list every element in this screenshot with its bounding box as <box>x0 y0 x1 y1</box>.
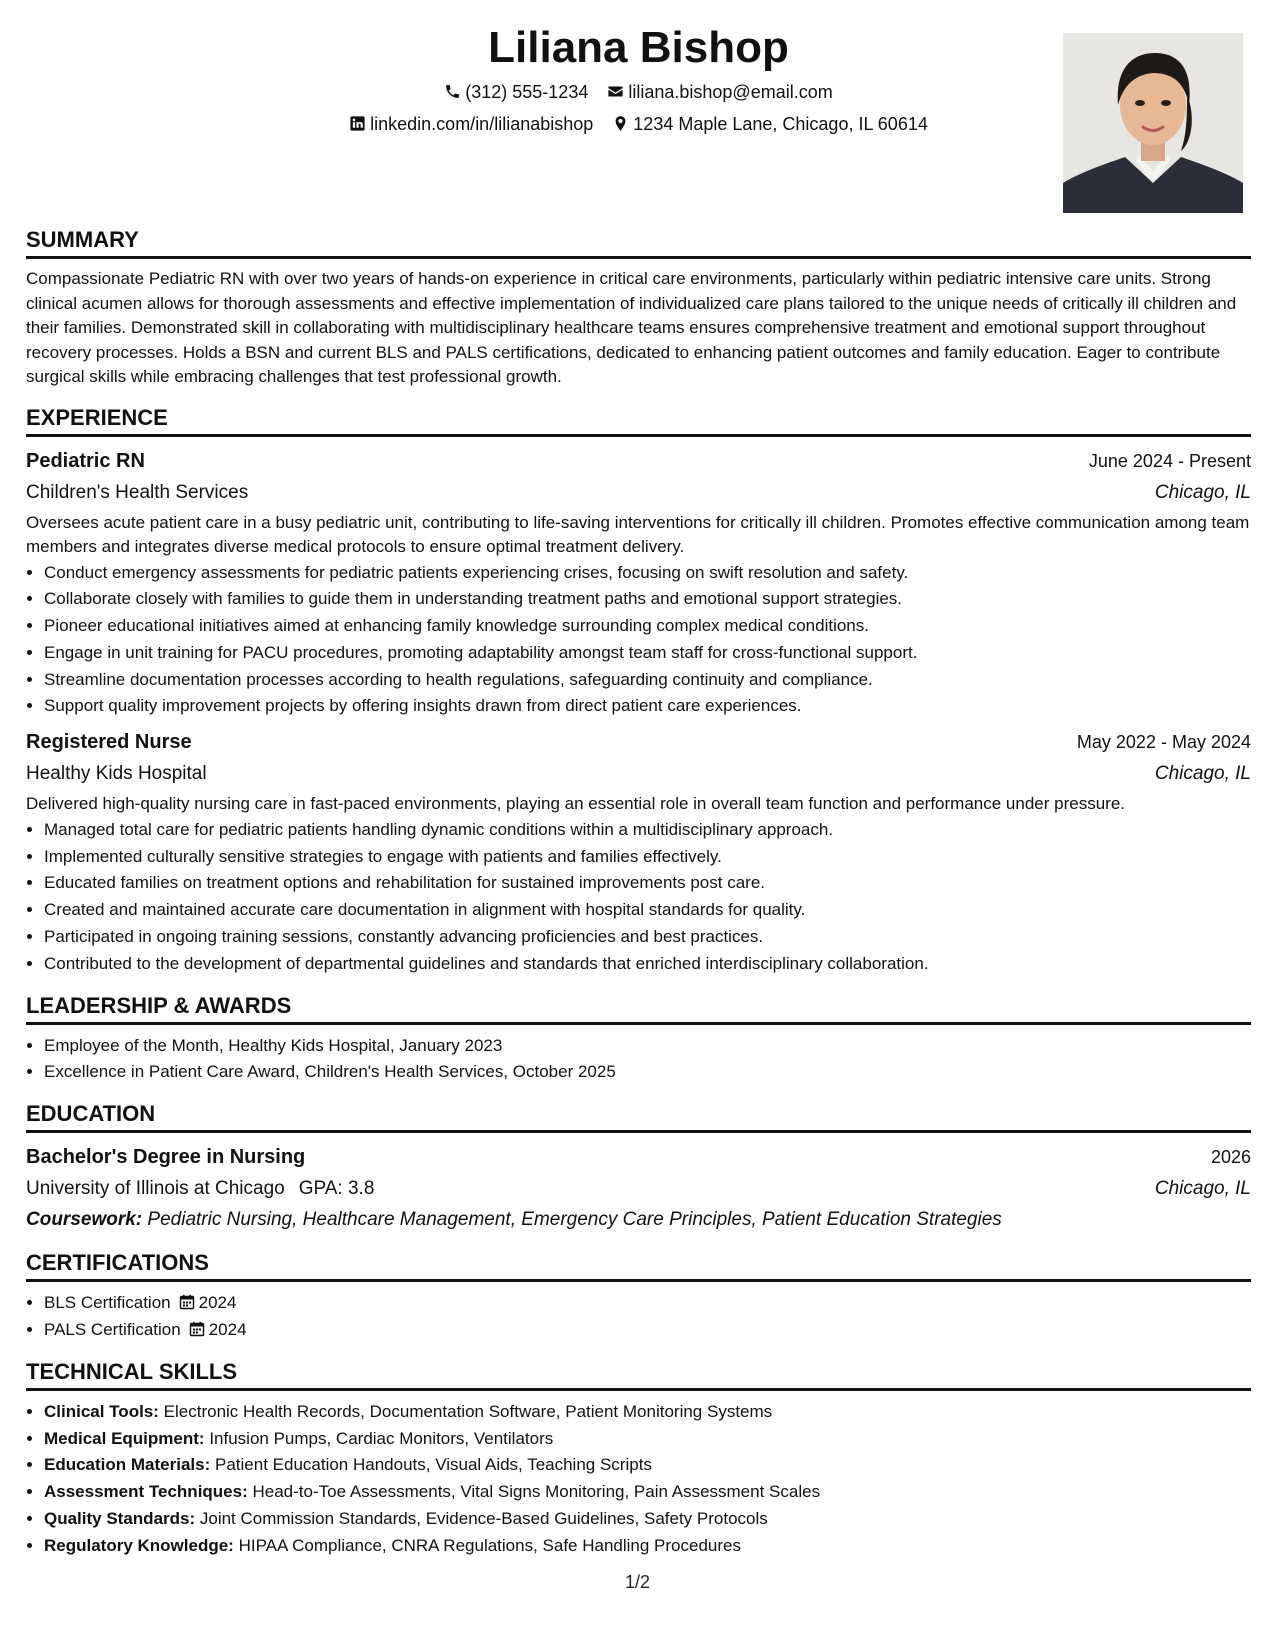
skill-label: Education Materials: <box>44 1455 211 1475</box>
map-pin-icon <box>612 115 629 132</box>
degree-year: 2026 <box>1210 1147 1251 1168</box>
contact-address <box>612 112 928 136</box>
contact-phone <box>444 80 588 104</box>
skill-label: Regulatory Knowledge: <box>44 1535 234 1555</box>
resume-header <box>26 0 1251 212</box>
phone-text: (312) 555-1234 <box>465 82 589 102</box>
skills-list <box>26 1399 1251 1560</box>
job-dates: June 2024 - Present <box>1088 450 1251 471</box>
job-bullets <box>26 560 1251 721</box>
section-title: EXPERIENCE <box>26 404 1251 437</box>
list-item: • Conduct emergency assessments for pediatric patients experiencing crises, focusing on swift resolution and safety. <box>44 560 1251 587</box>
list-item: • Excellence in Patient Care Award, Children's Health Services, October 2025 <box>44 1059 1251 1086</box>
list-item: • Contributed to the development of departmental guidelines and standards that enriched interdisciplinary collaboration. <box>44 951 1251 978</box>
certifications-list <box>26 1290 1251 1344</box>
job-entry <box>26 445 1251 721</box>
degree-title: Bachelor's Degree in Nursing <box>26 1146 306 1169</box>
list-item <box>44 1290 1251 1317</box>
list-item: • Engage in unit training for PACU procedures, promoting adaptability amongst team staff for cross-functional support. <box>44 640 1251 667</box>
job-dates: May 2022 - May 2024 <box>1076 732 1251 753</box>
list-item <box>44 1399 1251 1426</box>
school-name: University of Illinois at Chicago <box>26 1178 285 1200</box>
coursework-list: Pediatric Nursing, Healthcare Management, Emergency Care Principles, Patient Education Strategies <box>147 1209 1002 1231</box>
section-title: CERTIFICATIONS <box>26 1249 1251 1282</box>
envelope-icon <box>607 83 624 100</box>
list-item: • Pioneer educational initiatives aimed at enhancing family knowledge surrounding complex medical conditions. <box>44 613 1251 640</box>
list-item: • Employee of the Month, Healthy Kids Hospital, January 2023 <box>44 1033 1251 1060</box>
job-company: Children's Health Services <box>26 481 249 503</box>
education-section <box>26 1100 1251 1235</box>
gpa-text: GPA: 3.8 <box>298 1178 375 1200</box>
list-item: • Support quality improvement projects by offering insights drawn from direct patient care experiences. <box>44 693 1251 720</box>
section-title: SUMMARY <box>26 226 1251 259</box>
section-title: EDUCATION <box>26 1100 1251 1133</box>
portrait-image <box>1063 33 1243 213</box>
job-company: Healthy Kids Hospital <box>26 763 207 785</box>
skill-value: Infusion Pumps, Cardiac Monitors, Ventilators <box>209 1428 554 1448</box>
list-item <box>44 1452 1251 1479</box>
address-text: 1234 Maple Lane, Chicago, IL 60614 <box>633 114 928 134</box>
school-line <box>26 1173 374 1205</box>
candidate-name: Liliana Bishop <box>488 23 789 72</box>
skill-value: Patient Education Handouts, Visual Aids, Teaching Scripts <box>215 1455 652 1475</box>
calendar-icon <box>189 1321 205 1337</box>
email-text: liliana.bishop@email.com <box>628 82 833 102</box>
skill-value: Electronic Health Records, Documentation Software, Patient Monitoring Systems <box>163 1401 773 1421</box>
skill-value: Head-to-Toe Assessments, Vital Signs Monitoring, Pain Assessment Scales <box>252 1482 821 1502</box>
job-location: Chicago, IL <box>1154 481 1251 503</box>
list-item: • Implemented culturally sensitive strategies to engage with patients and families effectively. <box>44 844 1251 871</box>
job-title: Registered Nurse <box>26 731 192 754</box>
school-location: Chicago, IL <box>1154 1178 1251 1200</box>
resume-page <box>26 0 1251 1650</box>
list-item <box>44 1506 1251 1533</box>
list-item <box>44 1533 1251 1560</box>
awards-list <box>26 1033 1251 1087</box>
section-title: LEADERSHIP & AWARDS <box>26 992 1251 1025</box>
list-item <box>44 1317 1251 1344</box>
certifications-section <box>26 1249 1251 1344</box>
list-item: • Educated families on treatment options and rehabilitation for sustained improvements post care. <box>44 870 1251 897</box>
skills-section <box>26 1358 1251 1560</box>
leadership-section <box>26 992 1251 1087</box>
list-item <box>44 1426 1251 1453</box>
job-description: Delivered high-quality nursing care in fast-paced environments, playing an essential role in overall team function and performance under pressure. <box>26 794 1125 814</box>
list-item: • Streamline documentation processes according to health regulations, safeguarding continuity and compliance. <box>44 667 1251 694</box>
phone-icon <box>444 83 461 100</box>
list-item: • Collaborate closely with families to guide them in understanding treatment paths and emotional support strategies. <box>44 586 1251 613</box>
job-description: Oversees acute patient care in a busy pediatric unit, contributing to life-saving interventions for critically ill children. Promotes effective communication among team members and integrates diverse medical protocols to ensure optimal treatment delivery. <box>26 512 1250 556</box>
summary-text: Compassionate Pediatric RN with over two years of hands-on experience in critical care environments, particularly within pediatric intensive care units. Strong clinical acumen allows for thorough assessments and effective implementation of individualized care plans tailored to the unique needs of critically ill children and their families. Demonstrated skill in collaborating with multidisciplinary healthcare teams ensures comprehensive treatment and emotional support throughout recovery processes. Holds a BSN and current BLS and PALS certifications, dedicated to enhancing patient outcomes and family education. Eager to contribute surgical skills while embracing challenges that test professional growth. <box>26 269 1237 386</box>
summary-section <box>26 226 1251 390</box>
skill-label: Assessment Techniques: <box>44 1482 248 1502</box>
certification-year: 2024 <box>198 1293 237 1313</box>
list-item <box>44 1479 1251 1506</box>
linkedin-icon <box>349 115 366 132</box>
job-title: Pediatric RN <box>26 449 145 472</box>
list-item: • Managed total care for pediatric patients handling dynamic conditions within a multidisciplinary approach. <box>44 817 1251 844</box>
coursework-label: Coursework: <box>26 1209 143 1231</box>
section-title: TECHNICAL SKILLS <box>26 1358 1251 1391</box>
skill-label: Quality Standards: <box>44 1508 196 1528</box>
experience-section <box>26 404 1251 978</box>
skill-value: HIPAA Compliance, CNRA Regulations, Safe Handling Procedures <box>238 1535 741 1555</box>
certification-name: PALS Certification <box>44 1319 181 1339</box>
profile-photo <box>1063 33 1243 213</box>
certification-name: BLS Certification <box>44 1293 171 1313</box>
skill-value: Joint Commission Standards, Evidence-Based Guidelines, Safety Protocols <box>199 1508 768 1528</box>
contact-email[interactable] <box>607 80 832 104</box>
page-number: 1/2 <box>624 1572 651 1592</box>
calendar-icon <box>179 1294 195 1310</box>
job-entry <box>26 726 1251 977</box>
job-location: Chicago, IL <box>1154 763 1251 785</box>
list-item: • Participated in ongoing training sessions, constantly advancing proficiencies and best practices. <box>44 924 1251 951</box>
skill-label: Medical Equipment: <box>44 1428 205 1448</box>
contact-linkedin[interactable] <box>349 112 593 136</box>
skill-label: Clinical Tools: <box>44 1401 159 1421</box>
job-bullets <box>26 817 1251 978</box>
certification-year: 2024 <box>208 1319 247 1339</box>
coursework-line <box>26 1205 1251 1235</box>
list-item: • Created and maintained accurate care documentation in alignment with hospital standards for quality. <box>44 897 1251 924</box>
linkedin-text: linkedin.com/in/lilianabishop <box>370 114 594 134</box>
